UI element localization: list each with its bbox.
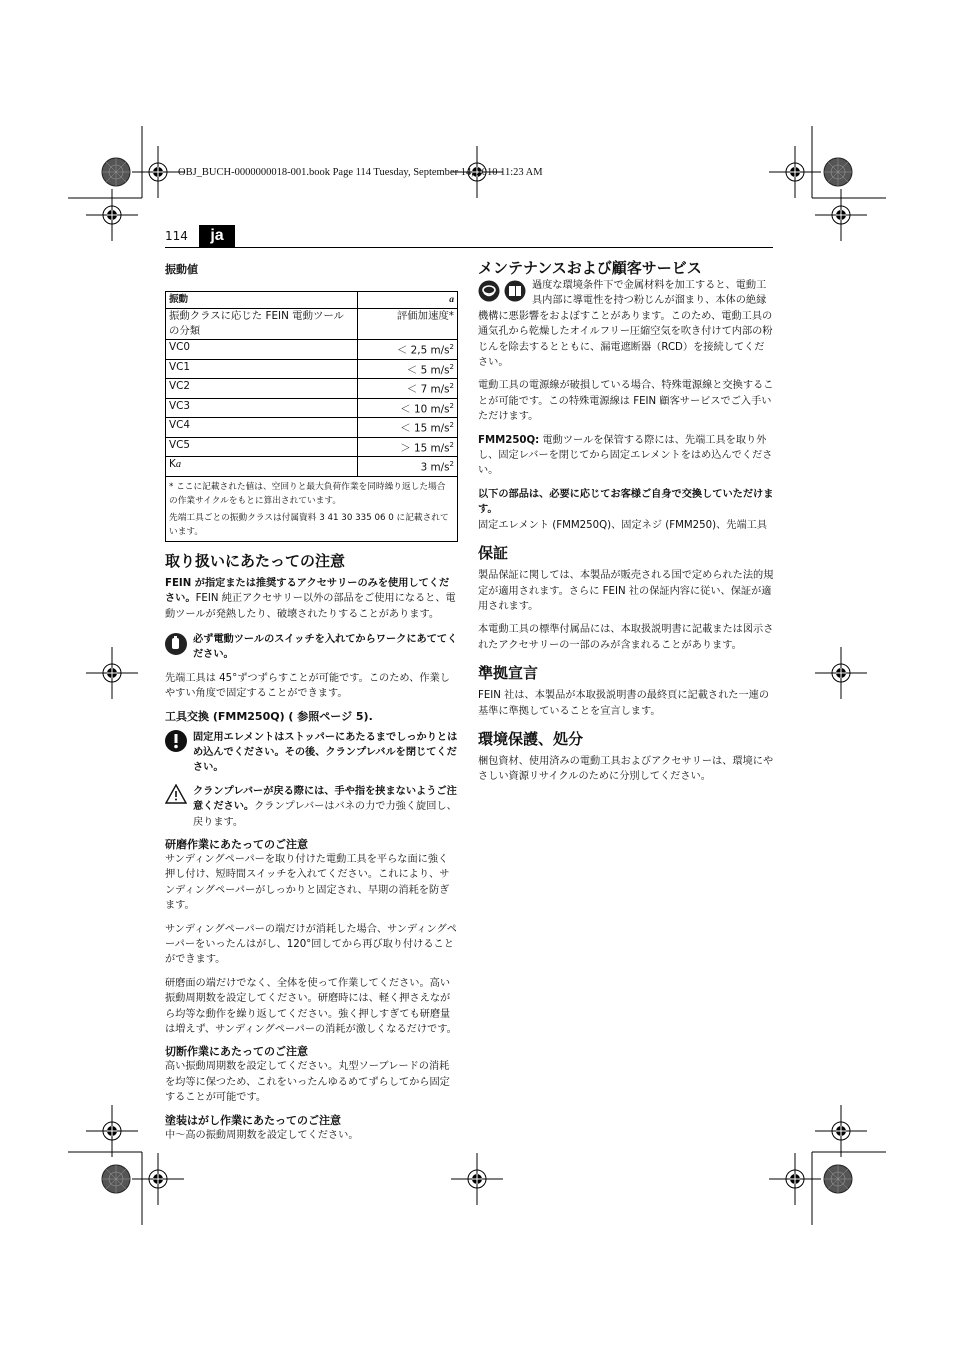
- cutting-heading: 切断作業にあたってのご注意: [165, 1045, 308, 1059]
- table-note-2: 先端工具ごとの振動クラスは付属資料 3 41 30 335 06 0 に記載されています。: [169, 512, 449, 537]
- conformity-paragraph: FEIN 社は、本製品が本取扱説明書の最終頁に記載された一連の基準に準拠していることを宣言します。: [478, 690, 770, 717]
- sanding-paragraph-3: 研磨面の端だけでなく、全体を使って作業してください。高い振動周期数を設定してください。研磨時には、軽く押さえながら均等な動作を繰り返してください。強く押しすぎても研磨量は増えず、サンディングペーパーの消耗が激しくなるだけです。: [165, 977, 457, 1036]
- maintenance-paragraph-1: 過度な環境条件下で金属材料を加工すると、電動工具内部に導電性を持つ粉じんが溜まり、本体の絶縁機構に悪影響をおよぼすことがあります。このため、電動工具の通気孔から乾燥したオイルフリー圧縮空気を吹き付けて内部の粉じんを除去するとともに、漏電遮断器（RCD）を接続してください。: [478, 280, 773, 369]
- handling-paragraph-2: 先端工具は 45°ずつずらすことが可能です。このため、作業しやすい角度で固定することができます。: [165, 672, 450, 700]
- header-cell-vibration: 振動: [166, 292, 358, 309]
- warning-triangle-icon: [165, 784, 191, 809]
- warranty-title: 保証: [478, 544, 509, 563]
- table-subheader-row: [166, 309, 458, 340]
- switch-note-text: 必ず電動ツールのスイッチを入れてからワークにあててください。: [193, 633, 458, 661]
- maintenance-title: メンテナンスおよび顧客サービス: [478, 259, 702, 277]
- sanding-paragraph-1: サンディングペーパーを取り付けた電動工具を平らな面に強く押し付け、短時間スイッチを入れてください。これにより、サンディングペーパーがしっかりと固定され、早期の消耗を防ぎます。: [165, 853, 450, 912]
- table-row: VC3 ＜ 10 $m/s^2$: [166, 398, 458, 417]
- warning-1-text: 固定用エレメントはストッパーにあたるまでしっかりとはめ込んでください。その後、クランプレバルを閉じてください。: [193, 731, 458, 774]
- table-notes-row: [166, 476, 458, 541]
- sanding-heading: 研磨作業にあたってのご注意: [165, 837, 308, 851]
- mask-icon: [478, 280, 500, 307]
- environment-title: 環境保護、処分: [478, 729, 584, 748]
- page-number: 114: [165, 229, 188, 243]
- vibration-title: 振動値: [165, 263, 198, 276]
- table-row-ka: Ka 3 $m/s^2$: [166, 457, 458, 476]
- vibration-table: [165, 291, 458, 541]
- exclamation-icon: [165, 730, 191, 757]
- paint-paragraph: 中～高の振動周期数を設定してください。: [165, 1129, 359, 1141]
- subheader-left: 振動クラスに応じた FEIN 電動ツールの分類: [166, 309, 358, 340]
- language-tab: ja: [199, 225, 235, 247]
- header-cell-a: a: [358, 292, 458, 309]
- manual-icon: [504, 280, 526, 307]
- warranty-paragraph-1: 製品保証に関しては、本製品が販売される国で定められた法的規定が適用されます。さらに FEIN 社の保証内容に従い、保証が適用されます。: [478, 570, 774, 612]
- conformity-title: 準拠宣言: [478, 664, 539, 683]
- sanding-paragraph-2: サンディングペーパーの端だけが消耗した場合、サンディングペーパーをいったんはがし、120°回してから再び取り付けることができます。: [165, 923, 457, 966]
- paint-heading: 塗装はがし作業にあたってのご注意: [165, 1113, 341, 1127]
- handling-title: 取り扱いにあたっての注意: [165, 551, 346, 570]
- warranty-paragraph-2: 本電動工具の標準付属品には、本取扱説明書に記載または図示されたアクセサリーの一部のみが含まれることがあります。: [478, 624, 774, 651]
- switch-note: [165, 632, 458, 663]
- header-rule: [165, 247, 773, 248]
- handling-paragraph-1: FEIN が指定または推奨するアクセサリーのみを使用してください。FEIN 純正アクセサリー以外の部品をご使用になると、電動ツールが発熱したり、破壊されたりすることがあります。: [165, 577, 456, 620]
- cutting-paragraph: 高い振動周期数を設定してください。丸型ソーブレードの消耗を均等に保つため、これをいったんゆるめてずらしてから固定することが可能です。: [165, 1061, 450, 1104]
- table-row: VC4 ＜ 15 $m/s^2$: [166, 418, 458, 437]
- maintenance-paragraph-3: FMM250Q: 電動ツールを保管する際には、先端工具を取り外し、固定レバーを閉じてから固定エレメントをはめ込んでください。: [478, 434, 773, 477]
- maintenance-paragraph-4: 以下の部品は、必要に応じてお客様ご自身で交換していただけます。 固定エレメント (FMM250Q)、固定ネジ (FMM250)、先端工具: [478, 488, 774, 531]
- table-row: VC5 ＞ 15 $m/s^2$: [166, 437, 458, 456]
- warning-2: クランプレバーが戻る際には、手や指を挟まないようご注意ください。クランプレバーはバネの力で力強く旋回し、戻ります。: [165, 784, 458, 830]
- warning-1: [165, 730, 458, 776]
- table-header-row: [166, 292, 458, 309]
- table-row: VC1 ＜ 5 $m/s^2$: [166, 359, 458, 378]
- right-column: [478, 258, 774, 793]
- maintenance-paragraph-2: 電動工具の電源線が破損している場合、特殊電源線と交換することが可能です。この特殊電源線は FEIN 顧客サービスでご入手いただけます。: [478, 380, 774, 423]
- tool-change-heading: 工具交換 (FMM250Q) ( 参照ページ 5).: [165, 709, 373, 723]
- left-column: [165, 262, 458, 1151]
- subheader-right: 評価加速度*: [358, 309, 458, 340]
- book-info-line: OBJ_BUCH-0000000018-001.book Page 114 Tuesday, September 14, 2010 11:23 AM: [178, 167, 543, 178]
- table-row: VC0 ＜ 2,5 $m/s^2$: [166, 340, 458, 359]
- environment-paragraph: 梱包資材、使用済みの電動工具およびアクセサリーは、環境にやさしい資源リサイクルのために分別してください。: [478, 755, 774, 783]
- hand-switch-icon: [165, 632, 191, 661]
- table-row: VC2 ＜ 7 $m/s^2$: [166, 379, 458, 398]
- table-note-1: * ここに記載された値は、空回りと最大負荷作業を同時繰り返した場合の作業サイクルをもとに算出されています。: [169, 481, 446, 506]
